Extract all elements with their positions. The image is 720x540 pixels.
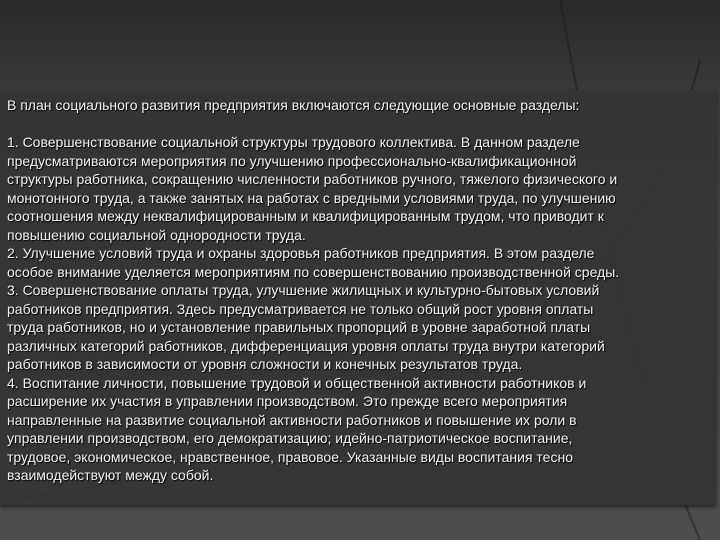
paragraph-gap [7, 115, 713, 134]
text-line: соотношения между неквалифицированным и квалифицированным трудом, что приводит к [7, 208, 604, 224]
text-line: монотонного труда, а также занятых на работах с вредными условиями труда, по улучшению [7, 189, 616, 206]
text-line: структуры работника, сокращению численности работников ручного, тяжелого физического и [7, 171, 618, 187]
intro-paragraph: В план социального развития предприятия включаются следующие основные разделы: [7, 97, 580, 113]
text-line: взаимодействуют между собой. [7, 467, 214, 483]
text-line: повышению социальной однородности труда. [7, 226, 306, 243]
sections-list [7, 133, 713, 485]
text-line: работников предприятия. Здесь предусматривается не только общий рост уровня оплаты [7, 300, 594, 317]
text-line: работников в зависимости от уровня сложности и конечных результатов труда. [7, 356, 523, 372]
slide-text [7, 96, 713, 485]
text-line: различных категорий работников, дифференциация уровня оплаты труда внутри категорий [7, 337, 605, 354]
text-line: 4. Воспитание личности, повышение трудовой и общественной активности работников и [7, 374, 587, 391]
text-line: особое внимание уделяется мероприятиям по совершенствованию производственной среды. [7, 263, 620, 280]
text-line: 2. Улучшение условий труда и охраны здоровья работников предприятия. В этом разделе [7, 245, 595, 261]
text-line: управлении производством, его демократизацию; идейно-патриотическое воспитание, [7, 430, 573, 446]
text-line: 1. Совершенствование социальной структуры трудового коллектива. В данном разделе [7, 134, 580, 150]
text-line: труда работников, но и установление правильных пропорций в уровне заработной платы [7, 319, 591, 335]
text-line: трудовое, экономическое, нравственное, правовое. Указанные виды воспитания тесно [7, 448, 573, 465]
text-line: 3. Совершенствование оплаты труда, улучшение жилищных и культурно-бытовых условий [7, 282, 600, 298]
text-line: предусматриваются мероприятия по улучшению профессионально-квалификационной [7, 152, 577, 169]
text-line: направленные на развитие социальной активности работников и повышение их роли в [7, 411, 577, 428]
text-line: расширение их участия в управлении производством. Это прежде всего мероприятия [7, 393, 568, 409]
